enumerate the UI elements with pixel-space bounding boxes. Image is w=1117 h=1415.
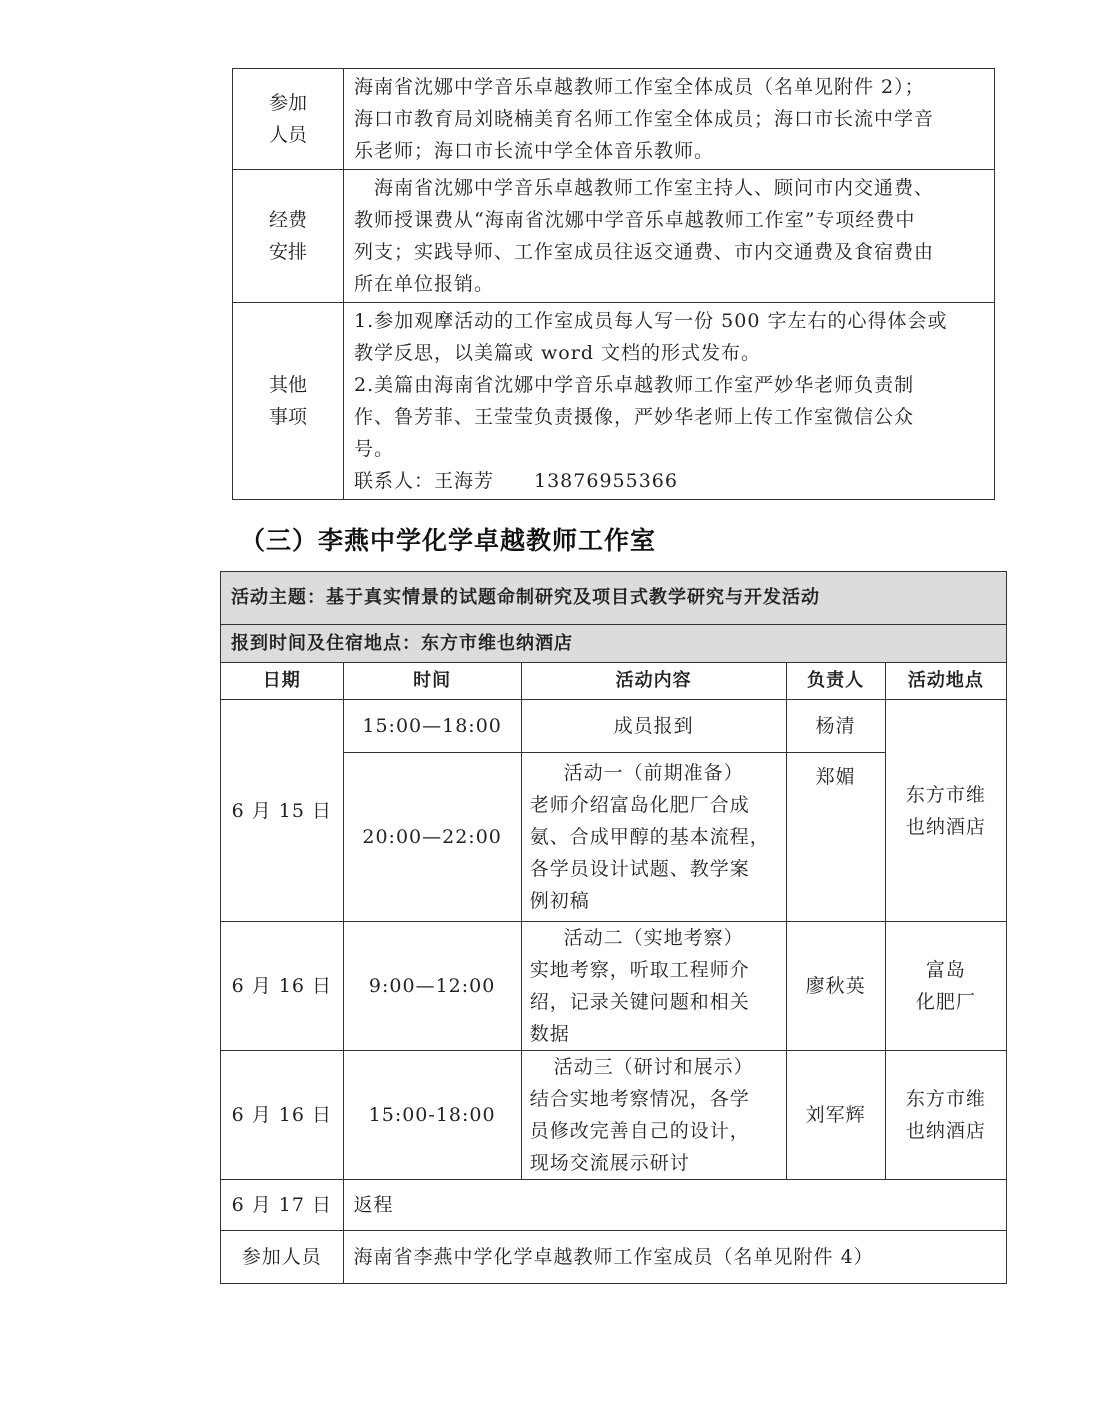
row-content: 海南省沈娜中学音乐卓越教师工作室全体成员（名单见附件 2）； 海口市教育局刘晓楠美育名师工作室全体成员；海口市长流中学音 乐老师；海口市长流中学全体音乐教师。 [344,69,995,170]
participants-row [221,1231,1007,1284]
row-label: 其他 事项 [233,303,344,500]
col-header-time: 时间 [343,663,521,700]
location-cell: 东方市维 也纳酒店 [885,1051,1006,1180]
return-cell: 返程 [343,1180,1006,1231]
theme-cell: 活动主题：基于真实情景的试题命制研究及项目式教学研究与开发活动 [221,572,1007,625]
participants-label: 参加人员 [221,1231,344,1284]
col-header-location: 活动地点 [885,663,1006,700]
date-cell: 6 月 17 日 [221,1180,344,1231]
table-row [233,303,995,500]
schedule-table [220,571,1007,1284]
table-row [221,922,1007,1051]
time-cell: 9:00—12:00 [343,922,521,1051]
participants-cell: 海南省李燕中学化学卓越教师工作室成员（名单见附件 4） [343,1231,1006,1284]
row-label: 参加 人员 [233,69,344,170]
col-header-content: 活动内容 [521,663,786,700]
row-content: 1.参加观摩活动的工作室成员每人写一份 500 字左右的心得体会或 教学反思，以美篇或 word 文档的形式发布。 2.美篇由海南省沈娜中学音乐卓越教师工作室严妙华老师负责制 作、鲁芳菲、王莹莹负责摄像，严妙华老师上传工作室微信公众 号。 联系人：王海芳 13876955366 [344,303,995,500]
section-heading: （三）李燕中学化学卓越教师工作室 [240,526,657,555]
time-cell: 20:00—22:00 [343,753,521,922]
row-label: 经费 安排 [233,170,344,303]
col-header-date: 日期 [221,663,344,700]
location-cell: 东方市维 也纳酒店 [885,700,1006,922]
time-cell: 15:00—18:00 [343,700,521,753]
content-cell: 成员报到 [521,700,786,753]
checkin-cell: 报到时间及住宿地点：东方市维也纳酒店 [221,625,1007,663]
content-cell: 活动三（研讨和展示） 结合实地考察情况，各学 员修改完善自己的设计， 现场交流展示研讨 [521,1051,786,1180]
info-table [232,68,995,500]
column-header-row [221,663,1007,700]
table-row [221,700,1007,753]
table-row [233,69,995,170]
person-cell: 廖秋英 [786,922,885,1051]
table-row [233,170,995,303]
row-content: 海南省沈娜中学音乐卓越教师工作室主持人、顾问市内交通费、 教师授课费从“海南省沈娜中学音乐卓越教师工作室”专项经费中 列支；实践导师、工作室成员往返交通费、市内交通费及食宿费由 所在单位报销。 [344,170,995,303]
person-cell: 刘军辉 [786,1051,885,1180]
person-cell: 杨清 [786,700,885,753]
checkin-row [221,625,1007,663]
date-cell: 6 月 15 日 [221,700,344,922]
location-cell: 富岛 化肥厂 [885,922,1006,1051]
return-row [221,1180,1007,1231]
date-cell: 6 月 16 日 [221,1051,344,1180]
person-cell: 郑媚 [786,753,885,922]
table-row [221,1051,1007,1180]
col-header-person: 负责人 [786,663,885,700]
theme-row [221,572,1007,625]
content-cell: 活动二（实地考察） 实地考察，听取工程师介 绍，记录关键问题和相关 数据 [521,922,786,1051]
date-cell: 6 月 16 日 [221,922,344,1051]
time-cell: 15:00-18:00 [343,1051,521,1180]
content-cell: 活动一（前期准备） 老师介绍富岛化肥厂合成 氨、合成甲醇的基本流程， 各学员设计试题、教学案 例初稿 [521,753,786,922]
